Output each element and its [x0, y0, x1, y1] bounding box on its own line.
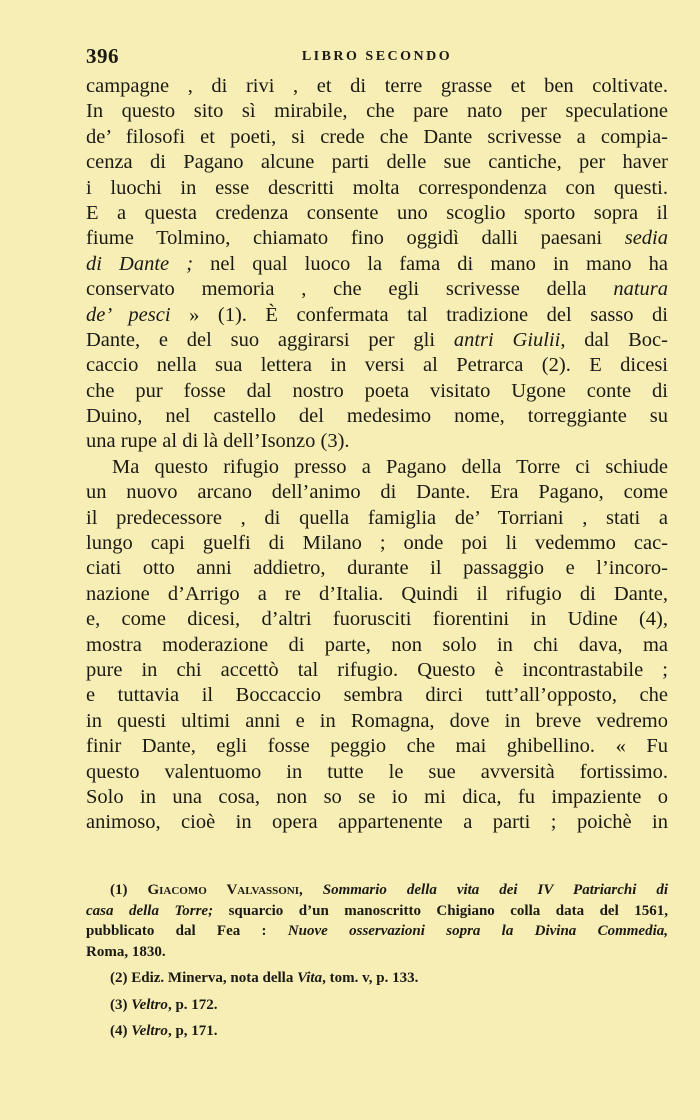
footnote-2: (2) Ediz. Minerva, nota della Vita, tom. v, p. 133.: [110, 970, 419, 986]
text-line: de’ filosofi et poeti, si crede che Dante scrivesse a compia-: [86, 125, 668, 148]
page-header: [86, 44, 668, 74]
italic-term: sedia: [624, 227, 668, 250]
text-line: una rupe al di là dell’Isonzo (3).: [86, 430, 350, 453]
text-line: Dante, e del suo aggirarsi per gli antri Giulii, dal Boc-: [86, 328, 668, 351]
text-line: questo valentuomo in tutte le sue avversità fortissimo.: [86, 760, 668, 783]
italic-term: antri Giulii: [453, 328, 561, 351]
text-line: mostra moderazione di parte, non solo in chi dava, ma: [86, 633, 668, 656]
italic-term: natura: [613, 278, 668, 301]
text-line: fiume Tolmino, chiamato fino oggidì dalli paesani sedia: [86, 227, 668, 250]
text-line: lungo capi guelfi di Milano ; onde poi li vedemmo cac-: [86, 532, 668, 555]
text-line: Ma questo rifugio presso a Pagano della Torre ci schiude: [112, 455, 668, 478]
text-line: animoso, cioè in opera appartenente a parti ; poichè in: [86, 811, 668, 834]
footnote-4: (4) Veltro, p, 171.: [110, 1023, 218, 1039]
footnote-1: (1) Giacomo Valvassoni, Sommario della vita dei IV Patriarchi di: [110, 882, 668, 898]
footnote-title: Veltro: [131, 996, 168, 1013]
footnote-title: casa della Torre;: [86, 902, 214, 919]
text-line: E a questa credenza consente uno scoglio sporto sopra il: [86, 201, 668, 224]
footnotes: [86, 880, 668, 1042]
italic-term: de’ pesci: [86, 303, 171, 326]
text-line: Solo in una cosa, non so se io mi dica, fu impaziente o: [86, 785, 668, 808]
text-line: de’ pesci » (1). È confermata tal tradizione del sasso di: [86, 303, 668, 326]
body-text: [86, 74, 668, 836]
footnote-title: Sommario della vita dei IV Patriarchi di: [322, 882, 668, 898]
footnote-1-line: casa della Torre; squarcio d’un manoscritto Chigiano colla data del 1561,: [86, 902, 668, 919]
text-line: caccio nella sua lettera in versi al Petrarca (2). E dicesi: [86, 354, 668, 377]
text-line: e tuttavia il Boccaccio sembra dirci tutt’all’opposto, che: [86, 684, 668, 707]
running-title: LIBRO SECONDO: [301, 49, 453, 64]
footnote-author: Giacomo Valvassoni: [147, 882, 300, 898]
text-line: e, come dicesi, d’altri fuorusciti fiorentini in Udine (4),: [86, 608, 668, 631]
text-line: i luochi in esse descritti molta correspondenza con questi.: [86, 176, 668, 199]
page-number: 396: [86, 44, 119, 68]
footnote-title: Vita: [297, 970, 323, 986]
footnote-title: Nuove osservazioni sopra la Divina Commedia,: [287, 923, 668, 939]
text-line: conservato memoria , che egli scrivesse della natura: [86, 278, 668, 301]
text-line: nazione d’Arrigo a re d’Italia. Quindi il rifugio di Dante,: [86, 582, 668, 605]
text-line: campagne , di rivi , et di terre grasse et ben coltivate.: [86, 75, 668, 97]
text-line: ciati otto anni addietro, durante il passaggio e l’incoro-: [86, 557, 668, 580]
italic-term: di Dante ;: [86, 252, 194, 275]
text-line: un nuovo arcano dell’animo di Dante. Era Pagano, come: [86, 481, 668, 504]
text-line: il predecessore , di quella famiglia de’ Torriani , stati a: [86, 506, 668, 529]
text-line: In questo sito sì mirabile, che pare nato per speculatione: [86, 100, 668, 123]
text-line: che pur fosse dal nostro poeta visitato Ugone conte di: [86, 379, 668, 402]
footnote-3: (3) Veltro, p. 172.: [110, 996, 218, 1013]
footnote-1-line: pubblicato dal Fea : Nuove osservazioni sopra la Divina Commedia,: [86, 923, 668, 939]
text-line: Duino, nel castello del medesimo nome, torreggiante su: [86, 405, 668, 428]
footnote-1-line: Roma, 1830.: [86, 943, 166, 960]
text-line: di Dante ; nel qual luoco la fama di mano in mano ha: [86, 252, 668, 275]
text-line: finir Dante, egli fosse peggio che mai ghibellino. « Fu: [86, 735, 668, 758]
text-line: pure in chi accettò tal rifugio. Questo è incontrastabile ;: [86, 658, 668, 681]
text-line: cenza di Pagano alcune parti delle sue cantiche, per haver: [86, 151, 668, 174]
text-line: in questi ultimi anni e in Romagna, dove in breve vedremo: [86, 709, 668, 732]
footnote-title: Veltro: [131, 1023, 168, 1039]
